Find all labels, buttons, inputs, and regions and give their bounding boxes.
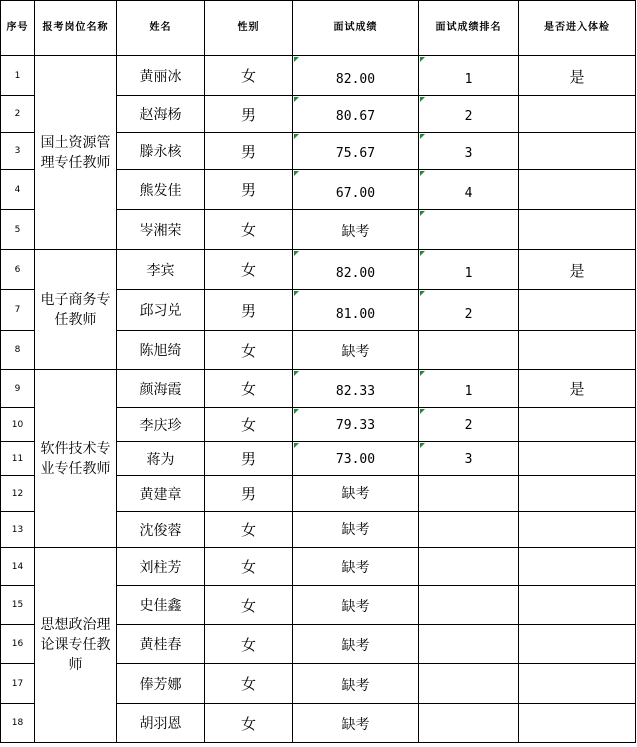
score-cell: 73.00 <box>293 442 419 476</box>
gender-cell: 女 <box>205 586 293 625</box>
post-cell: 软件技术专业专任教师 <box>35 370 117 548</box>
seq-cell: 15 <box>0 586 35 625</box>
name-cell: 赵海杨 <box>117 96 205 133</box>
name-cell: 蒋为 <box>117 442 205 476</box>
name-cell: 李宾 <box>117 250 205 290</box>
exam-cell <box>519 170 636 210</box>
score-cell: 80.67 <box>293 96 419 133</box>
rank-cell: 1 <box>419 56 519 96</box>
exam-cell <box>519 408 636 442</box>
score-cell: 缺考 <box>293 476 419 512</box>
gender-cell: 女 <box>205 210 293 250</box>
score-cell: 82.00 <box>293 250 419 290</box>
name-cell: 李庆珍 <box>117 408 205 442</box>
name-cell: 俸芳娜 <box>117 664 205 704</box>
header-rank: 面试成绩排名 <box>419 0 519 56</box>
score-cell: 82.00 <box>293 56 419 96</box>
rank-cell: 2 <box>419 408 519 442</box>
post-cell: 思想政治理论课专任教师 <box>35 548 117 743</box>
seq-cell: 4 <box>0 170 35 210</box>
exam-cell <box>519 625 636 664</box>
rank-cell <box>419 625 519 664</box>
exam-cell <box>519 476 636 512</box>
exam-cell <box>519 548 636 586</box>
gender-cell: 男 <box>205 96 293 133</box>
score-cell: 缺考 <box>293 625 419 664</box>
score-cell: 缺考 <box>293 548 419 586</box>
name-cell: 邱习兑 <box>117 290 205 331</box>
score-cell: 67.00 <box>293 170 419 210</box>
name-cell: 黄丽冰 <box>117 56 205 96</box>
name-cell: 颜海霞 <box>117 370 205 408</box>
seq-cell: 9 <box>0 370 35 408</box>
seq-cell: 11 <box>0 442 35 476</box>
header-exam: 是否进入体检 <box>519 0 636 56</box>
rank-cell <box>419 331 519 370</box>
seq-cell: 13 <box>0 512 35 548</box>
exam-cell: 是 <box>519 250 636 290</box>
name-cell: 沈俊蓉 <box>117 512 205 548</box>
seq-cell: 17 <box>0 664 35 704</box>
rank-cell: 3 <box>419 133 519 170</box>
exam-cell <box>519 704 636 743</box>
header-gender: 性别 <box>205 0 293 56</box>
seq-cell: 14 <box>0 548 35 586</box>
name-cell: 熊发佳 <box>117 170 205 210</box>
rank-cell <box>419 664 519 704</box>
name-cell: 岑湘荣 <box>117 210 205 250</box>
gender-cell: 女 <box>205 512 293 548</box>
gender-cell: 女 <box>205 370 293 408</box>
name-cell: 史佳鑫 <box>117 586 205 625</box>
rank-cell: 1 <box>419 370 519 408</box>
exam-cell <box>519 290 636 331</box>
seq-cell: 6 <box>0 250 35 290</box>
score-cell: 缺考 <box>293 704 419 743</box>
exam-cell <box>519 96 636 133</box>
post-cell: 电子商务专任教师 <box>35 250 117 370</box>
seq-cell: 1 <box>0 56 35 96</box>
gender-cell: 女 <box>205 548 293 586</box>
rank-cell: 4 <box>419 170 519 210</box>
gender-cell: 男 <box>205 290 293 331</box>
gender-cell: 女 <box>205 250 293 290</box>
score-cell: 缺考 <box>293 210 419 250</box>
name-cell: 黄桂春 <box>117 625 205 664</box>
gender-cell: 女 <box>205 56 293 96</box>
exam-cell <box>519 331 636 370</box>
name-cell: 黄建章 <box>117 476 205 512</box>
score-cell: 75.67 <box>293 133 419 170</box>
name-cell: 刘柱芳 <box>117 548 205 586</box>
header-post: 报考岗位名称 <box>35 0 117 56</box>
exam-cell <box>519 664 636 704</box>
header-seq: 序号 <box>0 0 35 56</box>
rank-cell <box>419 548 519 586</box>
rank-cell: 1 <box>419 250 519 290</box>
exam-cell: 是 <box>519 370 636 408</box>
gender-cell: 男 <box>205 133 293 170</box>
rank-cell <box>419 512 519 548</box>
name-cell: 陈旭绮 <box>117 331 205 370</box>
rank-cell <box>419 704 519 743</box>
seq-cell: 18 <box>0 704 35 743</box>
gender-cell: 女 <box>205 704 293 743</box>
exam-cell <box>519 512 636 548</box>
gender-cell: 女 <box>205 664 293 704</box>
gender-cell: 女 <box>205 331 293 370</box>
seq-cell: 12 <box>0 476 35 512</box>
seq-cell: 16 <box>0 625 35 664</box>
rank-cell: 2 <box>419 96 519 133</box>
score-cell: 缺考 <box>293 512 419 548</box>
score-cell: 缺考 <box>293 331 419 370</box>
seq-cell: 10 <box>0 408 35 442</box>
post-cell: 国土资源管理专任教师 <box>35 56 117 250</box>
score-cell: 缺考 <box>293 664 419 704</box>
gender-cell: 男 <box>205 170 293 210</box>
gender-cell: 女 <box>205 625 293 664</box>
rank-cell: 3 <box>419 442 519 476</box>
seq-cell: 2 <box>0 96 35 133</box>
score-cell: 82.33 <box>293 370 419 408</box>
seq-cell: 8 <box>0 331 35 370</box>
seq-cell: 5 <box>0 210 35 250</box>
score-cell: 79.33 <box>293 408 419 442</box>
gender-cell: 女 <box>205 408 293 442</box>
exam-cell <box>519 210 636 250</box>
rank-cell <box>419 586 519 625</box>
exam-cell <box>519 586 636 625</box>
name-cell: 滕永核 <box>117 133 205 170</box>
exam-cell <box>519 442 636 476</box>
seq-cell: 3 <box>0 133 35 170</box>
gender-cell: 男 <box>205 442 293 476</box>
rank-cell: 2 <box>419 290 519 331</box>
header-score: 面试成绩 <box>293 0 419 56</box>
gender-cell: 男 <box>205 476 293 512</box>
rank-cell <box>419 476 519 512</box>
rank-cell <box>419 210 519 250</box>
header-name: 姓名 <box>117 0 205 56</box>
exam-cell: 是 <box>519 56 636 96</box>
exam-cell <box>519 133 636 170</box>
score-cell: 缺考 <box>293 586 419 625</box>
seq-cell: 7 <box>0 290 35 331</box>
name-cell: 胡羽恩 <box>117 704 205 743</box>
score-cell: 81.00 <box>293 290 419 331</box>
